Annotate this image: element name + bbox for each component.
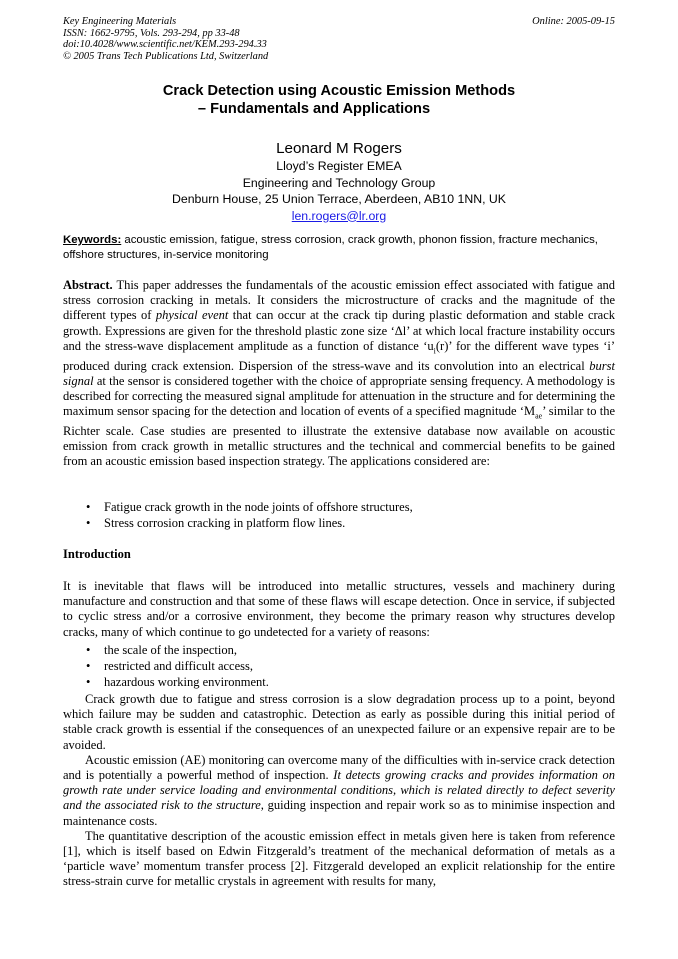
- list-item-text: Fatigue crack growth in the node joints of offshore structures,: [104, 500, 413, 514]
- abstract-text: that can occur at the crack tip during plastic deformation and stable crack growth. Expressions are given for the threshold plastic zone size ‘Δl’ at which local fracture instability occurs and the stress-wave displacement amplitude as a function of distance ‘u: [63, 308, 616, 353]
- list-item-text: restricted and difficult access,: [104, 659, 254, 673]
- abstract-emphasis: physical event: [155, 308, 229, 323]
- title-line-1: Crack Detection using Acoustic Emission Methods: [162, 83, 516, 99]
- abstract-text: (r)’ for the different wave types ‘i’ produced during crack extension. Dispersion of the stress-wave and its convolution into an electrical: [63, 338, 616, 373]
- intro-bullet-list: [86, 642, 615, 690]
- abstract: [63, 278, 615, 469]
- list-item: • Stress corrosion cracking in platform flow lines.: [86, 516, 346, 530]
- intro-paragraph-3: [63, 753, 615, 829]
- list-item: • Fatigue crack growth in the node joints of offshore structures,: [86, 500, 413, 514]
- paragraph-text: Acoustic emission (AE) monitoring can overcome many of the difficulties with in-service crack detection and is potentially a powerful method of inspection.: [63, 752, 615, 783]
- section-heading-introduction: Introduction: [63, 547, 131, 561]
- keywords: [63, 233, 615, 263]
- intro-paragraph-2: Crack growth due to fatigue and stress corrosion is a slow degradation process up to a point, beyond which failure may be sudden and catastrophic. Detection as early as possible during this initial period of stable crack growth is essential if the consequences of an unexpected failure or an expensive repair are to be avoided.: [63, 692, 615, 752]
- abstract-text: This paper addresses the fundamentals of the acoustic emission effect associated with fatigue and stress corrosion cracking in metals. It considers the microstructure of cracks and the magnitude of the different types of: [63, 278, 615, 323]
- list-item-text: the scale of the inspection,: [104, 643, 237, 657]
- keywords-text: acoustic emission, fatigue, stress corrosion, crack growth, phonon fission, fracture mechanics, offshore structures, in-service monitoring: [63, 234, 598, 262]
- journal-header: [63, 16, 268, 62]
- paragraph-emphasis: It detects growing cracks and provides information on growth rate under service loading and environmental conditions, which is related directly to defect severity and the associated risk to the structure,: [63, 768, 615, 813]
- list-item: • hazardous working environment.: [86, 675, 269, 689]
- intro-paragraph-4: The quantitative description of the acoustic emission effect in metals given here is taken from reference [1], which is itself based on Edwin Fitzgerald’s treatment of the mechanical deformation of metals as a ‘particle wave’ momentum transfer process [2]. Fitzgerald developed an explicit relationship for the entire stress-strain curve for metallic crystals in agreement with results for many,: [63, 828, 615, 889]
- list-item-text: Stress corrosion cracking in platform flow lines.: [104, 516, 346, 530]
- paragraph-text: It is inevitable that flaws will be introduced into metallic structures, vessels and machinery during manufacture and construction and that some of these flaws will escape detection. Once in service, if subjected to cyclic stress and/or a corrosive environment, they become the primary reason why structures develop cracks, many of which continue to go undetected for a variety of reasons:: [63, 579, 615, 639]
- abstract-subscript: i: [433, 346, 436, 356]
- abstract-subscript: ae: [535, 411, 543, 421]
- journal-name: Key Engineering Materials: [63, 16, 177, 27]
- online-date: Online: 2005-09-15: [532, 16, 615, 27]
- abstract-label: Abstract.: [63, 278, 113, 292]
- author-email-link[interactable]: len.rogers@lr.org: [291, 208, 387, 223]
- list-item: • the scale of the inspection,: [86, 643, 237, 657]
- title-line-2: – Fundamentals and Applications: [197, 101, 431, 117]
- abstract-bullet-list: [86, 499, 615, 531]
- author-org: Lloyd’s Register EMEA: [276, 159, 402, 173]
- author-address: Denburn House, 25 Union Terrace, Aberdeen, AB10 1NN, UK: [171, 192, 507, 206]
- list-item: • restricted and difficult access,: [86, 659, 254, 673]
- abstract-text: at the sensor is considered together with the choice of appropriate sensing frequency. A methodology is described for correcting the measured signal amplitude for attenuation in the structure and for determining the maximum sensor spacing for the detection and location of events of a specified magnitude ‘M: [63, 373, 615, 419]
- journal-issn: ISSN: 1662-9795, Vols. 293-294, pp 33-48: [63, 27, 240, 39]
- abstract-emphasis: burst signal: [63, 358, 615, 388]
- author-block: [63, 139, 615, 224]
- list-item-text: hazardous working environment.: [104, 675, 269, 689]
- paragraph-text: guiding inspection and repair work so as to minimise inspection and maintenance costs.: [63, 798, 615, 828]
- author-group: Engineering and Technology Group: [242, 175, 436, 190]
- journal-doi[interactable]: doi:10.4028/www.scientific.net/KEM.293-294.33: [63, 39, 267, 51]
- abstract-text: ’ similar to the Richter scale. Case studies are presented to illustrate the extensive database now available on acoustic emission from crack growth in metallic structures and the technical and commercial benefits to be gained from an acoustic emission based inspection strategy. The applications considered are:: [63, 404, 615, 469]
- keywords-label: Keywords:: [63, 234, 122, 246]
- journal-copyright: © 2005 Trans Tech Publications Ltd, Switzerland: [63, 50, 269, 62]
- intro-paragraph-1: [63, 579, 615, 640]
- intro-body: [63, 692, 615, 890]
- author-name: Leonard M Rogers: [276, 140, 402, 157]
- paper-title: [63, 82, 615, 118]
